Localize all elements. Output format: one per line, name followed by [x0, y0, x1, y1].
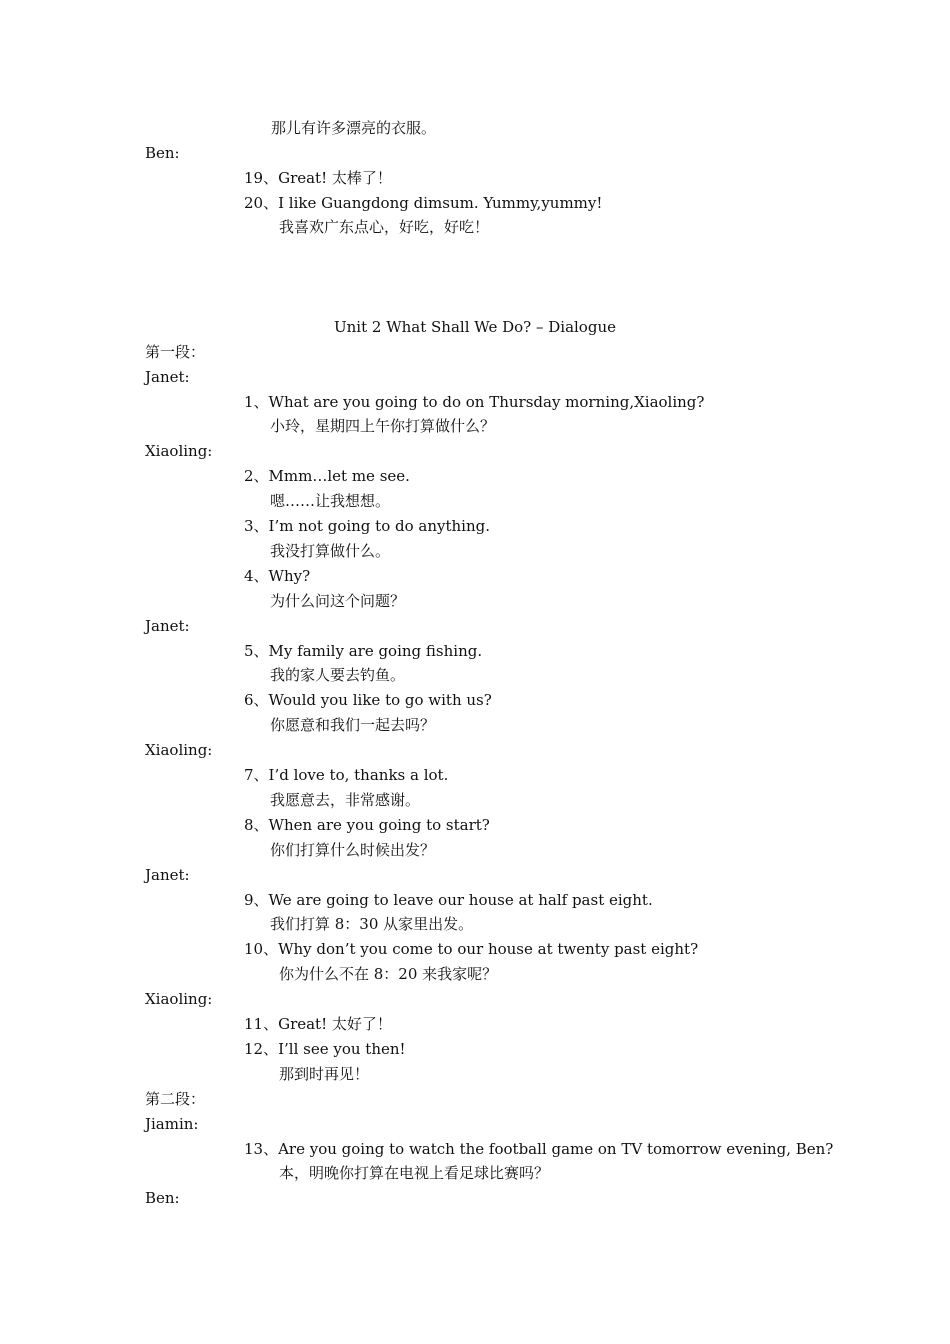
dialogue-line-translation: 那儿有许多漂亮的衣服。 [271, 119, 437, 137]
dialogue-line: 3、I’m not going to do anything. [244, 517, 490, 535]
speaker-label: Ben: [145, 1189, 180, 1207]
dialogue-line-translation: 本，明晚你打算在电视上看足球比赛吗？ [279, 1164, 550, 1182]
dialogue-line-translation: 我的家人要去钓鱼。 [270, 666, 406, 684]
dialogue-line: 1、What are you going to do on Thursday morning,Xiaoling? [244, 393, 705, 411]
dialogue-line: 11、Great! 太好了！ [244, 1015, 392, 1033]
dialogue-line: 10、Why don’t you come to our house at twenty past eight? [244, 940, 699, 958]
speaker-label: Janet: [145, 368, 190, 386]
dialogue-line: 13、Are you going to watch the football game on TV tomorrow evening, Ben? [244, 1140, 834, 1158]
dialogue-line: 9、We are going to leave our house at half past eight. [244, 891, 653, 909]
dialogue-line-translation: 我喜欢广东点心，好吃，好吃！ [279, 218, 490, 236]
dialogue-line-translation: 嗯……让我想想。 [270, 492, 391, 510]
dialogue-line-translation: 小玲，星期四上午你打算做什么？ [270, 417, 496, 435]
dialogue-line-translation: 你们打算什么时候出发？ [270, 841, 436, 859]
unit-title: Unit 2 What Shall We Do? – Dialogue [334, 318, 616, 336]
speaker-label: Xiaoling: [145, 741, 213, 759]
speaker-label: Janet: [145, 617, 190, 635]
speaker-label: Xiaoling: [145, 442, 213, 460]
section-label: 第一段： [145, 343, 206, 361]
section-label: 第二段： [145, 1090, 206, 1108]
dialogue-line: 4、Why? [244, 567, 311, 585]
dialogue-line-translation: 为什么问这个问题？ [270, 592, 406, 610]
speaker-label: Xiaoling: [145, 990, 213, 1008]
speaker-label: Ben: [145, 144, 180, 162]
dialogue-line: 2、Mmm…let me see. [244, 467, 410, 485]
dialogue-line: 20、I like Guangdong dimsum. Yummy,yummy! [244, 194, 603, 212]
dialogue-line: 8、When are you going to start? [244, 816, 490, 834]
dialogue-line-translation: 我愿意去，非常感谢。 [270, 791, 421, 809]
dialogue-line: 6、Would you like to go with us? [244, 691, 492, 709]
dialogue-line-translation: 那到时再见！ [279, 1065, 370, 1083]
dialogue-line-translation: 我没打算做什么。 [270, 542, 391, 560]
dialogue-line: 7、I’d love to, thanks a lot. [244, 766, 449, 784]
dialogue-line: 19、Great! 太棒了！ [244, 169, 392, 187]
dialogue-line: 5、My family are going fishing. [244, 642, 483, 660]
speaker-label: Janet: [145, 866, 190, 884]
dialogue-line-translation: 我们打算 8：30 从家里出发。 [270, 915, 474, 933]
speaker-label: Jiamin: [145, 1115, 199, 1133]
dialogue-line-translation: 你为什么不在 8：20 来我家呢？ [279, 965, 498, 983]
dialogue-line-translation: 你愿意和我们一起去吗？ [270, 716, 436, 734]
dialogue-line: 12、I’ll see you then! [244, 1040, 406, 1058]
